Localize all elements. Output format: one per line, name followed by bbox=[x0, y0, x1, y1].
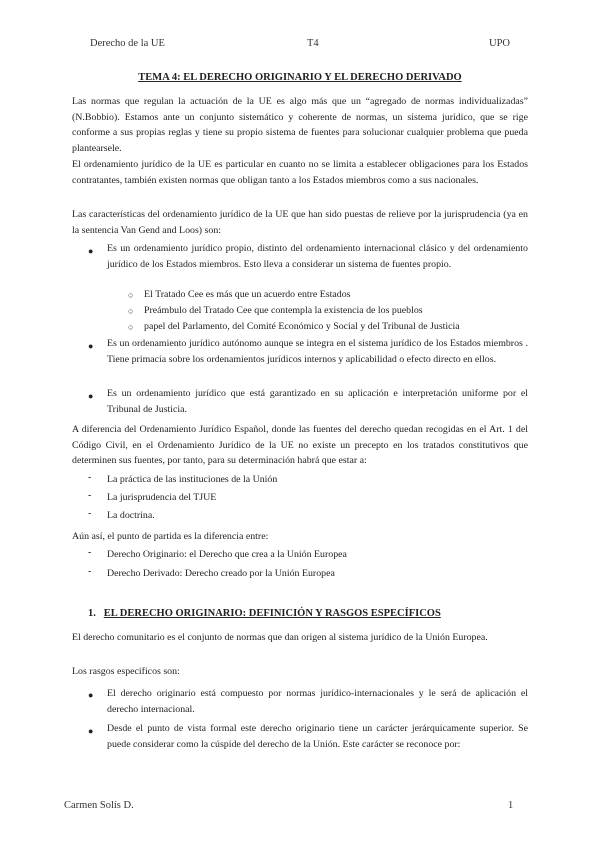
bullet-item-1: Es un ordenamiento jurídico propio, distinto del ordenamiento internacional clásico y del ordenamiento jurídico de los Estados miembros. Esto lleva a considerar un sistema de fuentes propio. bbox=[107, 243, 528, 270]
circle-bullet-icon: ○ bbox=[128, 306, 134, 316]
dash-marker: - bbox=[88, 490, 92, 501]
page-number: 1 bbox=[508, 800, 514, 811]
page-title bbox=[72, 72, 528, 83]
title-label: TEMA 4 bbox=[138, 72, 178, 83]
header-right: UPO bbox=[489, 38, 511, 49]
footer-author: Carmen Solís D. bbox=[64, 800, 134, 811]
paragraph-2: El ordenamiento jurídico de la UE es particular en cuanto no se limita a establecer obligaciones para los Estados contratantes, también existen normas que obligan tanto a los Estados miembros como a sus nacionales. bbox=[72, 159, 528, 186]
bullet-item-4: El derecho originario está compuesto por normas jurídico-internacionales y le será de aplicación el derecho internacional. bbox=[107, 688, 528, 715]
paragraph-6: El derecho comunitario es el conjunto de normas que dan origen al sistema jurídico de la Unión Europea. bbox=[72, 632, 488, 643]
bullet-icon: ● bbox=[88, 341, 94, 351]
dash-marker: - bbox=[88, 472, 92, 483]
bullet-icon: ● bbox=[88, 726, 94, 736]
dash-marker: - bbox=[88, 508, 92, 519]
dash-marker: - bbox=[88, 566, 92, 577]
title-text: : EL DERECHO ORIGINARIO Y EL DERECHO DERIVADO bbox=[177, 72, 462, 83]
section-number: 1. bbox=[88, 608, 96, 619]
paragraph-4: A diferencia del Ordenamiento Jurídico Español, donde las fuentes del derecho quedan recogidas en el Art. 1 del Código Civil, en el Ordenamiento Jurídico de la UE no existe un precepto en los tratados constitutivos que determinen sus fuentes, por tanto, para su determinación habrá que estar a: bbox=[72, 424, 528, 466]
header-left: Derecho de la UE bbox=[90, 38, 165, 49]
subbullet-item-1: El Tratado Cee es más que un acuerdo entre Estados bbox=[144, 289, 351, 300]
bullet-icon: ● bbox=[88, 391, 94, 401]
subbullet-item-2: Preámbulo del Tratado Cee que contempla la existencia de los pueblos bbox=[144, 305, 423, 316]
dash-marker: - bbox=[88, 547, 92, 558]
bullet-icon: ● bbox=[88, 690, 94, 700]
header-center: T4 bbox=[307, 38, 319, 49]
subbullet-item-3: papel del Parlamento, del Comité Económico y Social y del Tribunal de Justicia bbox=[144, 321, 460, 332]
paragraph-3: Las características del ordenamiento jurídico de la UE que han sido puestas de relieve por la jurisprudencia (ya en la sentencia Van Gend and Loos) son: bbox=[72, 209, 528, 236]
paragraph-1: Las normas que regulan la actuación de la UE es algo más que un “agregado de normas individualizadas” (N.Bobbio). Estamos ante un conjunto sistemático y coherente de normas, un sistema jurídico, que se rige conforme a sus propias reglas y tiene su propio sistema de fuentes para solucionar cualquier problema que pueda plantearsele. bbox=[72, 96, 528, 154]
dash-item-5: Derecho Derivado: Derecho creado por la Unión Europea bbox=[107, 568, 335, 579]
dash-item-2: La jurisprudencia del TJUE bbox=[107, 492, 217, 503]
dash-item-4: Derecho Originario: el Derecho que crea a la Unión Europea bbox=[107, 549, 347, 560]
bullet-item-5: Desde el punto de vista formal este derecho originario tiene un carácter jerárquicamente superior. Se puede considerar como la cúspide del derecho de la Unión. Este carácter se reconoce por: bbox=[107, 723, 528, 750]
section-heading bbox=[88, 608, 441, 619]
section-title: EL DERECHO ORIGINARIO: DEFINICIÓN Y RASGOS ESPECÍFICOS bbox=[103, 608, 441, 619]
dash-item-3: La doctrina. bbox=[107, 510, 155, 521]
circle-bullet-icon: ○ bbox=[128, 322, 134, 332]
paragraph-5: Aún así, el punto de partida es la diferencia entre: bbox=[72, 531, 269, 542]
circle-bullet-icon: ○ bbox=[128, 290, 134, 300]
bullet-item-3: Es un ordenamiento jurídico que está garantizado en su aplicación e interpretación uniforme por el Tribunal de Justicia. bbox=[107, 388, 528, 415]
dash-item-1: La práctica de las instituciones de la Unión bbox=[107, 474, 278, 485]
bullet-icon: ● bbox=[88, 246, 94, 256]
paragraph-7: Los rasgos específicos son: bbox=[72, 666, 180, 677]
bullet-item-2: Es un ordenamiento jurídico autónomo aunque se integra en el sistema jurídico de los Estados miembros . Tiene primacía sobre los ordenamientos jurídicos internos y aplicabilidad o efecto directo en ellos. bbox=[107, 338, 528, 365]
